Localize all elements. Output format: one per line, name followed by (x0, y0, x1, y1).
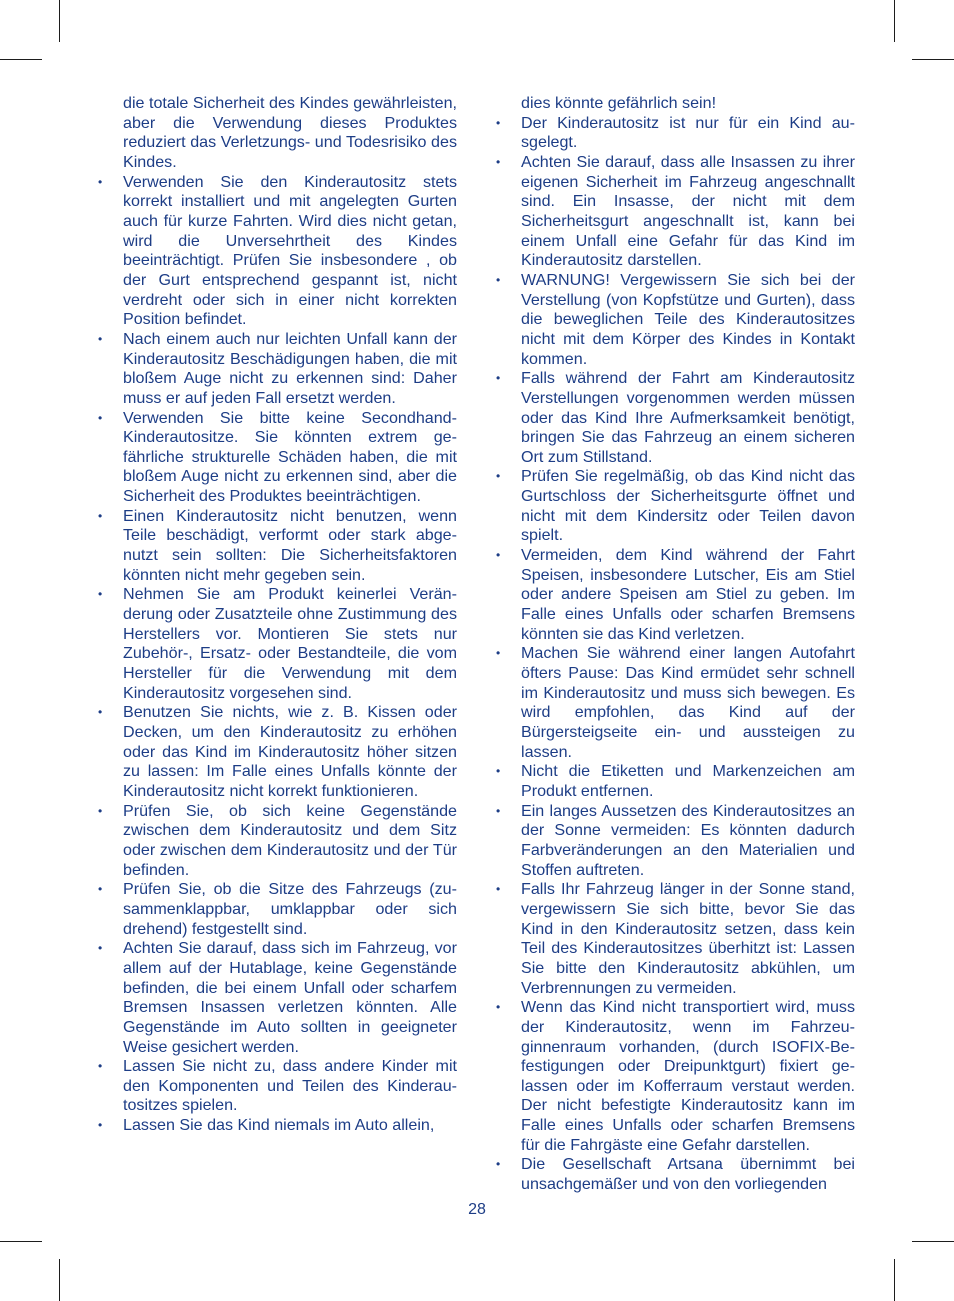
right-text-column (495, 94, 855, 1195)
bullet-item: • Nach einem auch nur leichten Unfall kann der Kinderautositz Beschädigungen haben, die mit bloßem Auge nicht zu erkennen sind: Daher muss er auf jeden Fall ersetzt werden. (97, 330, 457, 409)
bullet-item: • Falls während der Fahrt am Kinderautositz Verstellungen vorgenommen werden müssen oder das Kind Ihre Aufmerksamkeit benötigt, bringen Sie das Fahrzeug an einem sicheren Ort zum Stillstand. (495, 369, 855, 467)
crop-mark-top-right (894, 0, 895, 42)
left-text-column (97, 94, 457, 1136)
bullet-item: • Der Kinderautositz ist nur für ein Kind ausgelegt. (495, 114, 855, 153)
bullet-item: • Verwenden Sie den Kinderautositz stets korrekt installiert und mit angelegten Gurten auch für kurze Fahrten. Wird dies nicht getan, wird die Unversehrtheit des Kindes beeinträchtigt. Prüfen Sie insbesondere , ob der Gurt entsprechend gespannt ist, nicht verdreht oder sich in einer nicht korrekten Position befindet. (97, 173, 457, 330)
bullet-item: • Nehmen Sie am Produkt keinerlei Veränderung oder Zusatzteile ohne Zustimmung des Herstellers vor. Montieren Sie stets nur Zubehör-, Ersatz- oder Bestandteile, die vom Hersteller für die Verwendung mit dem Kinderautositz vorgesehen sind. (97, 585, 457, 703)
continued-paragraph: dies könnte gefährlich sein! (521, 94, 717, 112)
bullet-item: • Lassen Sie das Kind niemals im Auto allein, (97, 1116, 457, 1136)
bullet-item: • Wenn das Kind nicht transportiert wird, muss der Kinderautositz, wenn im Fahrzeuginnenraum vorhanden, (durch ISOFIX-Befestigungen oder Dreipunktgurt) fixiert gelassen oder im Kofferraum verstaut werden. Der nicht befestigte Kinderautositz kann im Falle eines Unfalls oder scharfen Bremsens für die Fahrgäste eine Gefahr darstellen. (495, 998, 855, 1155)
bullet-item: • Achten Sie darauf, dass alle Insassen zu ihrer eigenen Sicherheit im Fahrzeug angeschnallt sind. Ein Insasse, der nicht mit dem Sicherheitsgurt angeschnallt ist, kann bei einem Unfall eine Gefahr für das Kind im Kinderautositz darstellen. (495, 153, 855, 271)
page-number: 28 (468, 1201, 486, 1218)
bullet-item: • Einen Kinderautositz nicht benutzen, wenn Teile beschädigt, verformt oder stark abgenutzt sein sollten: Die Sicherheitsfaktoren könnten nicht mehr gegeben sein. (97, 507, 457, 586)
bullet-item: • Ein langes Aussetzen des Kinderautositzes an der Sonne vermeiden: Es könnten dadurch Farbveränderungen an den Materialien und Stoffen auftreten. (495, 802, 855, 881)
left-bullet-list (97, 94, 457, 1136)
bullet-item: • Prüfen Sie regelmäßig, ob das Kind nicht das Gurtschloss der Sicherheitsgurte öffnet und nicht mit dem Kindersitz oder Teilen davon spielt. (495, 467, 855, 546)
crop-mark-top-left-h (0, 59, 42, 60)
bullet-item: • Lassen Sie nicht zu, dass andere Kinder mit den Komponenten und Teilen des Kinderautositzes spielen. (97, 1057, 457, 1116)
bullet-item: • Vermeiden, dem Kind während der Fahrt Speisen, insbesondere Lutscher, Eis am Stiel oder andere Speisen am Stiel zu geben. Im Falle eines Unfalls oder scharfen Bremsens könnten sie das Kind verletzen. (495, 546, 855, 644)
bullet-item: • Prüfen Sie, ob sich keine Gegenstände zwischen dem Kinderautositz und dem Sitz oder zwischen dem Kinderautositz und der Tür befinden. (97, 802, 457, 881)
crop-mark-bottom-left (59, 1259, 60, 1301)
bullet-item: • Machen Sie während einer langen Autofahrt öfters Pause: Das Kind ermüdet sehr schnell im Kinderautositz und muss sich bewegen. Es wird empfohlen, das Kind auf der Bürgersteigseite ein- und aussteigen zu lassen. (495, 644, 855, 762)
crop-mark-bottom-right (894, 1259, 895, 1301)
crop-mark-bottom-right-h (912, 1241, 954, 1242)
right-bullet-list (495, 94, 855, 1195)
bullet-item: • Benutzen Sie nichts, wie z. B. Kissen oder Decken, um den Kinderautositz zu erhöhen oder das Kind im Kinderautositz höher sitzen zu lassen: Im Falle eines Unfalls könnte der Kinderautositz nicht korrekt funktionieren. (97, 703, 457, 801)
crop-mark-bottom-left-h (0, 1241, 42, 1242)
crop-mark-top-right-h (912, 59, 954, 60)
bullet-item: • Falls Ihr Fahrzeug länger in der Sonne stand, vergewissern Sie sich bitte, bevor Sie das Kind in den Kinderautositz setzen, dass kein Teil des Kinderautositzes überhitzt ist: Lassen Sie bitte den Kinderautositz abkühlen, um Verbrennungen zu vermeiden. (495, 880, 855, 998)
bullet-item: • WARNUNG! Vergewissern Sie sich bei der Verstellung (von Kopfstütze und Gurten), dass die beweglichen Teile des Kinderautositzes nicht mit dem Körper des Kindes in Kontakt kommen. (495, 271, 855, 369)
bullet-item: • Die Gesellschaft Artsana übernimmt bei unsachgemäßer und von den vorliegenden (495, 1155, 855, 1194)
crop-mark-top-left (59, 0, 60, 42)
bullet-item: • Nicht die Etiketten und Markenzeichen am Produkt entfernen. (495, 762, 855, 801)
bullet-item: • Prüfen Sie, ob die Sitze des Fahrzeugs (zusammenklappbar, umklappbar oder sich drehend) festgestellt sind. (97, 880, 457, 939)
bullet-item: • Achten Sie darauf, dass sich im Fahrzeug, vor allem auf der Hutablage, keine Gegenstände befinden, die bei einem Unfall oder scharfem Bremsen Insassen verletzen könnten. Alle Gegenstände im Auto sollten in geeigneter Weise gesichert werden. (97, 939, 457, 1057)
bullet-item: • Verwenden Sie bitte keine Secondhand-Kinderautositze. Sie könnten extrem gefährliche strukturelle Schäden haben, die mit bloßem Auge nicht zu erkennen sind, aber die Sicherheit des Produktes beeinträchtigen. (97, 409, 457, 507)
continued-paragraph: die totale Sicherheit des Kindes gewährleisten, aber die Verwendung dieses Produktes reduziert das Verletzungs- und Todesrisiko des Kindes. (123, 94, 457, 171)
